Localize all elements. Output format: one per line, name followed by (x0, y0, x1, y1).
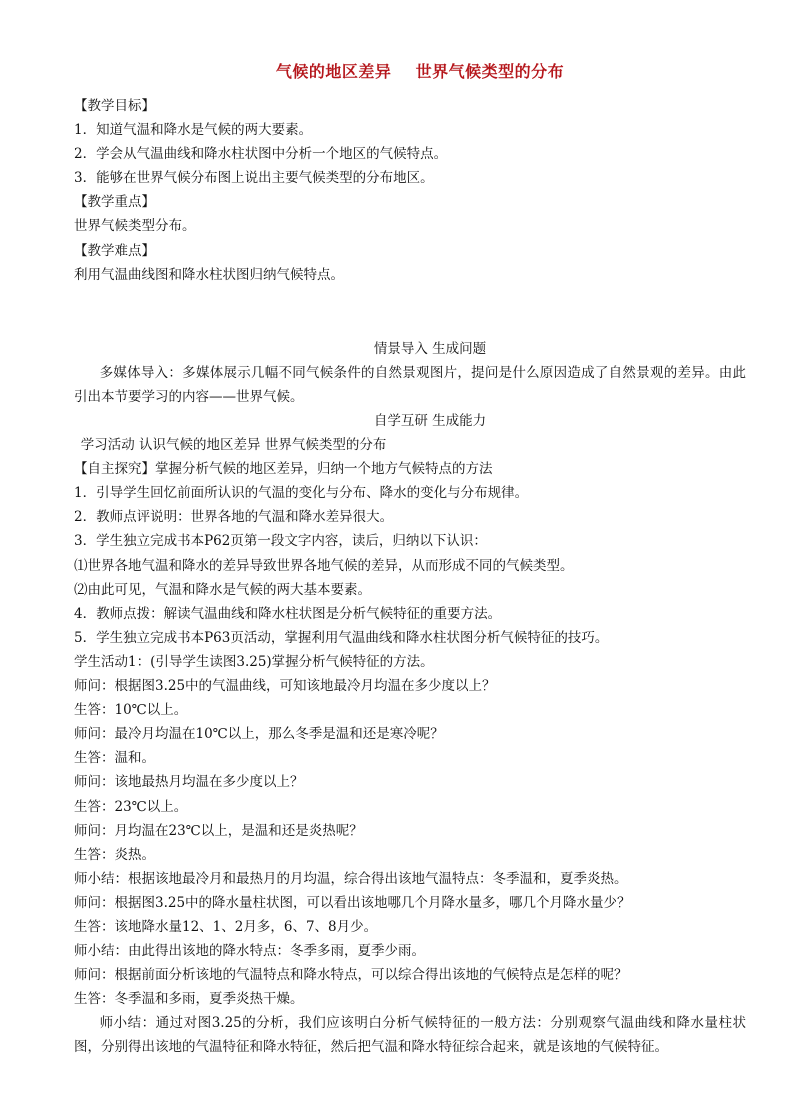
body-line: 5．学生独立完成书本P63页活动，掌握利用气温曲线和降水柱状图分析气候特征的技巧。 (74, 629, 609, 646)
body-line: 生答：冬季温和多雨，夏季炎热干燥。 (74, 991, 304, 1008)
body-line: 2．教师点评说明：世界各地的气温和降水差异很大。 (74, 509, 394, 526)
activity-line: 学习活动 认识气候的地区差异 世界气候类型的分布 (80, 437, 387, 454)
key-point-heading: 【教学重点】 (74, 194, 155, 211)
summary-paragraph: 师小结：通过对图3.25的分析，我们应该明白分析气候特征的一般方法：分别观察气温曲线和降水量柱状图，分别得出该地的气温特征和降水特征，然后把气温和降水特征综合起来，就是该地的气候特征。 (74, 1015, 746, 1056)
key-point-text: 世界气候类型分布。 (74, 218, 196, 235)
body-line: 生答：温和。 (74, 750, 155, 767)
body-line: 生答：23℃以上。 (74, 798, 188, 815)
self-study-section (74, 409, 746, 1060)
body-line: ⑵由此可见，气温和降水是气候的两大基本要素。 (74, 581, 371, 598)
objectives-heading: 【教学目标】 (74, 98, 155, 114)
intro-paragraph: 多媒体导入：多媒体展示几幅不同气候条件的自然景观图片，提问是什么原因造成了自然景观的差异。由此引出本节要学习的内容——世界气候。 (74, 365, 746, 406)
objective-item: 2．学会从气温曲线和降水柱状图中分析一个地区的气候特点。 (74, 146, 448, 163)
body-line: 师问：根据图3.25中的气温曲线，可知该地最冷月均温在多少度以上？ (74, 678, 496, 695)
body-line: 4．教师点拨：解读气温曲线和降水柱状图是分析气候特征的重要方法。 (74, 605, 502, 622)
document-title: 气候的地区差异 世界气候类型的分布 (275, 62, 565, 81)
body-line: 生答：该地降水量12、1、2月多，6、7、8月少。 (74, 918, 378, 935)
body-line: 师问：根据图3.25中的降水量柱状图，可以看出该地哪几个月降水量多，哪几个月降水量少？ (74, 894, 631, 911)
body-line: 生答：10℃以上。 (74, 702, 188, 719)
body-line: 3．学生独立完成书本P62页第一段文字内容，读后，归纳以下认识： (74, 533, 487, 550)
body-line: 师问：根据前面分析该地的气温特点和降水特点，可以综合得出该地的气候特点是怎样的呢？ (74, 967, 628, 984)
body-line: 师问：月均温在23℃以上，是温和还是炎热呢？ (74, 822, 363, 839)
objectives-section (74, 94, 746, 287)
body-line: 师小结：由此得出该地的降水特点：冬季多雨，夏季少雨。 (74, 943, 425, 960)
body-line: ⑴世界各地气温和降水的差异导致世界各地气候的差异，从而形成不同的气候类型。 (74, 557, 574, 574)
body-line: 师问：最冷月均温在10℃以上，那么冬季是温和还是寒冷呢？ (74, 726, 444, 743)
body-line: 1．引导学生回忆前面所认识的气温的变化与分布、降水的变化与分布规律。 (74, 485, 529, 502)
body-line: 生答：炎热。 (74, 846, 155, 863)
body-line: 师问：该地最热月均温在多少度以上？ (74, 774, 304, 791)
explore-line: 【自主探究】掌握分析气候的地区差异，归纳一个地方气候特点的方法 (74, 461, 493, 478)
body-line: 师小结：根据该地最冷月和最热月的月均温，综合得出该地气温特点：冬季温和，夏季炎热。 (74, 870, 628, 887)
intro-section (74, 337, 746, 409)
difficulty-heading: 【教学难点】 (74, 242, 155, 259)
objective-item: 1．知道气温和降水是气候的两大要素。 (74, 122, 313, 139)
self-study-heading: 自学互研 生成能力 (373, 413, 487, 429)
objective-item: 3．能够在世界气候分布图上说出主要气候类型的分布地区。 (74, 170, 434, 187)
difficulty-text: 利用气温曲线图和降水柱状图归纳气候特点。 (74, 266, 344, 283)
body-line: 学生活动1：(引导学生读图3.25)掌握分析气候特征的方法。 (74, 653, 434, 670)
intro-heading: 情景导入 生成问题 (373, 341, 487, 357)
